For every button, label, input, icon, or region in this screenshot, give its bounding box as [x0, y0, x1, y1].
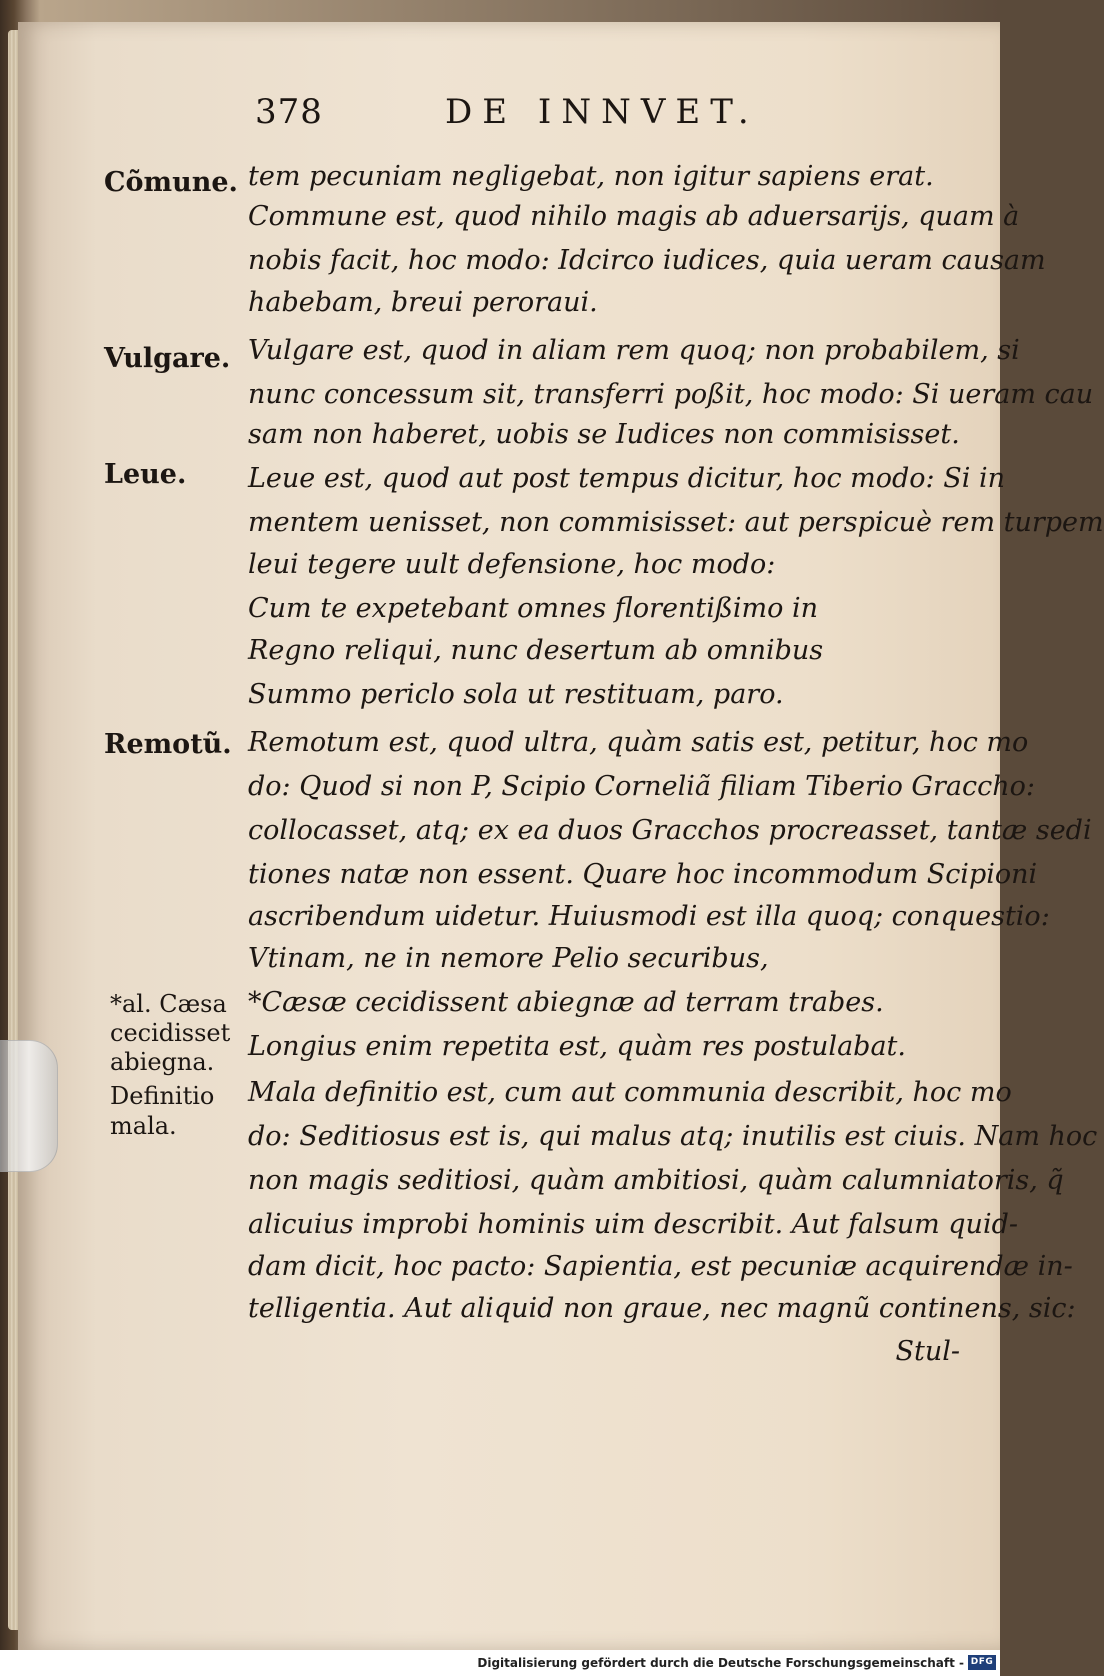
margin-note-alt-2: cecidisset — [110, 1019, 231, 1047]
margin-note-mala: mala. — [110, 1112, 177, 1140]
digitization-footer — [0, 1650, 1000, 1676]
text-line: Vtinam, ne in nemore Pelio securibus, — [248, 943, 769, 974]
margin-note-alt-1: *al. Cæsa — [110, 990, 227, 1018]
running-header — [255, 92, 795, 132]
margin-note-alt-3: abiegna. — [110, 1048, 215, 1076]
text-line: *Cæsæ cecidissent abiegnæ ad terram trabes. — [248, 987, 884, 1018]
text-line: Vulgare est, quod in aliam rem quoq; non probabilem, si — [248, 335, 1020, 366]
margin-note-leue: Leue. — [104, 459, 187, 490]
page-number: 378 — [255, 92, 323, 132]
catchword: Stul- — [895, 1336, 960, 1367]
text-line: habebam, breui peroraui. — [248, 287, 598, 318]
text-line: non magis seditiosi, quàm ambitiosi, quàm calumniatoris, q̃ — [248, 1165, 1064, 1196]
text-line: do: Quod si non P, Scipio Corneliã filiam Tiberio Graccho: — [248, 771, 1035, 802]
text-line: Remotum est, quod ultra, quàm satis est, petitur, hoc mo — [248, 727, 1029, 758]
dfg-logo: DFG — [968, 1655, 996, 1670]
running-title: DE INNVET. — [445, 92, 759, 132]
margin-note-definitio: Definitio — [110, 1082, 215, 1110]
text-line: Regno reliqui, nunc desertum ab omnibus — [248, 635, 824, 666]
margin-note-comune: Cõmune. — [104, 167, 238, 198]
text-line: tem pecuniam negligebat, non igitur sapiens erat. — [248, 161, 934, 192]
footer-credit: Digitalisierung gefördert durch die Deutsche Forschungsgemeinschaft - — [477, 1656, 964, 1670]
margin-note-remotu: Remotũ. — [104, 729, 232, 760]
text-line: Commune est, quod nihilo magis ab aduersarijs, quam à — [248, 201, 1020, 232]
text-line: Cum te expetebant omnes florentißimo in — [248, 593, 818, 624]
text-line: do: Seditiosus est is, qui malus atq; inutilis est ciuis. Nam hoc — [248, 1121, 1098, 1152]
text-line: sam non haberet, uobis se Iudices non commisisset. — [248, 419, 960, 450]
text-line: alicuius improbi hominis uim describit. Aut falsum quid- — [248, 1209, 1018, 1240]
text-line: Leue est, quod aut post tempus dicitur, hoc modo: Si in — [248, 463, 1005, 494]
text-line: telligentia. Aut aliquid non graue, nec magnũ continens, sic: — [248, 1293, 1076, 1324]
text-line: leui tegere uult defensione, hoc modo: — [248, 549, 776, 580]
text-line: nobis facit, hoc modo: Idcirco iudices, quia ueram causam — [248, 245, 1046, 276]
text-line: Mala definitio est, cum aut communia describit, hoc mo — [248, 1077, 1012, 1108]
text-line: dam dicit, hoc pacto: Sapientia, est pecuniæ acquirendæ in- — [248, 1251, 1073, 1282]
page-clip — [0, 1040, 58, 1172]
text-line: mentem uenisset, non commisisset: aut perspicuè rem turpem — [248, 507, 1104, 538]
margin-note-vulgare: Vulgare. — [104, 343, 231, 374]
text-line: tiones natæ non essent. Quare hoc incommodum Scipioni — [248, 859, 1038, 890]
text-line: Summo periclo sola ut restituam, paro. — [248, 679, 784, 710]
text-line: Longius enim repetita est, quàm res postulabat. — [248, 1031, 906, 1062]
text-line: collocasset, atq; ex ea duos Gracchos procreasset, tantæ sedi — [248, 815, 1092, 846]
text-line: nunc concessum sit, transferri poßit, hoc modo: Si ueram cau — [248, 379, 1094, 410]
text-line: ascribendum uidetur. Huiusmodi est illa quoq; conquestio: — [248, 901, 1050, 932]
